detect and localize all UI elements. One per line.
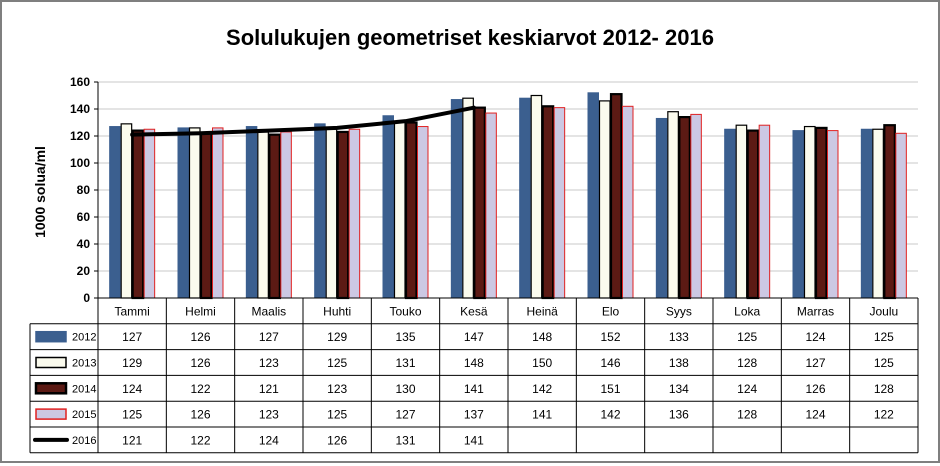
x-tick-label: Marras	[796, 304, 835, 319]
bar-2013	[121, 124, 131, 298]
data-label: 125	[873, 330, 894, 345]
data-label: 141	[532, 407, 553, 422]
x-tick-label: Maalis	[251, 304, 287, 319]
legend-label: 2013	[72, 357, 97, 370]
data-label: 148	[532, 330, 553, 345]
bar-2015	[828, 131, 839, 298]
x-tick-label: Kesä	[460, 304, 488, 319]
bar-2015	[759, 125, 770, 298]
x-tick-label: Helmi	[185, 304, 216, 319]
data-label: 126	[805, 381, 826, 396]
bar-2013	[463, 98, 474, 298]
data-label: 142	[600, 407, 621, 422]
x-tick-label: Elo	[601, 304, 620, 319]
bar-2014	[133, 131, 144, 298]
data-label: 148	[463, 356, 484, 370]
data-label: 126	[190, 330, 211, 345]
y-tick-label: 140	[69, 102, 90, 116]
bar-2014	[474, 108, 485, 298]
legend-label: 2015	[72, 409, 97, 422]
bar-2015	[144, 129, 155, 298]
legend-key-2014	[36, 383, 66, 393]
data-label: 126	[327, 433, 348, 448]
data-label: 142	[532, 381, 553, 396]
bar-2012	[315, 124, 326, 298]
bar-2015	[896, 133, 907, 298]
legend-key-2013	[36, 358, 66, 368]
legend-label: 2014	[72, 383, 97, 396]
bar-2013	[326, 129, 337, 298]
chart-title: Solulukujen geometriset keskiarvot 2012- 2016	[226, 25, 714, 50]
data-label: 152	[600, 330, 621, 345]
y-tick-label: 0	[83, 291, 90, 305]
data-label: 124	[258, 433, 279, 448]
data-label: 129	[122, 356, 143, 370]
bar-2014	[269, 135, 280, 298]
bar-2013	[531, 96, 542, 299]
data-label: 127	[122, 330, 143, 345]
data-label: 126	[190, 407, 211, 422]
data-label: 141	[463, 433, 484, 448]
data-label: 147	[463, 330, 484, 345]
x-tick-label: Touko	[389, 304, 422, 319]
bar-2012	[383, 116, 394, 298]
data-table	[30, 298, 918, 453]
bar-2014	[611, 94, 622, 298]
bar-2013	[395, 121, 406, 298]
data-label: 135	[395, 330, 416, 345]
data-label: 123	[327, 381, 348, 396]
bar-2014	[816, 128, 827, 298]
bar-2015	[554, 108, 565, 298]
bar-2015	[623, 106, 634, 298]
bar-2015	[213, 128, 224, 298]
x-tick-label: Joulu	[869, 304, 899, 319]
bar-2012	[793, 131, 804, 298]
data-label: 131	[395, 433, 416, 448]
data-label: 125	[737, 330, 758, 345]
bar-2013	[736, 125, 747, 298]
data-label: 124	[805, 407, 826, 422]
data-label: 131	[395, 356, 416, 370]
bar-2015	[418, 127, 429, 298]
data-label: 127	[258, 330, 279, 345]
y-axis-ticks	[70, 75, 98, 305]
data-label: 128	[737, 407, 758, 422]
bar-2012	[246, 127, 256, 298]
bar-2014	[406, 123, 417, 299]
bar-2015	[281, 132, 292, 298]
bar-2012	[178, 128, 189, 298]
x-tick-label: Tammi	[114, 304, 150, 319]
legend-key-2012	[36, 332, 66, 342]
bar-2012	[520, 98, 531, 298]
data-label: 123	[258, 356, 279, 370]
data-label: 125	[327, 356, 348, 370]
x-tick-label: Loka	[734, 304, 761, 319]
legend-label: 2012	[72, 331, 97, 344]
bar-2014	[884, 125, 895, 298]
bar-2012	[861, 129, 872, 298]
data-label: 125	[122, 407, 143, 422]
data-label: 124	[737, 381, 758, 396]
bar-2015	[691, 114, 702, 298]
bar-2014	[679, 117, 690, 298]
legend-label: 2016	[72, 434, 97, 447]
bar-2014	[543, 106, 554, 298]
bar-2013	[600, 101, 611, 298]
data-label: 127	[805, 356, 826, 370]
bar-2014	[201, 133, 212, 298]
x-tick-label: Huhti	[323, 304, 352, 319]
data-label: 141	[463, 381, 484, 396]
data-label: 151	[600, 381, 621, 396]
y-tick-label: 160	[69, 75, 90, 89]
x-tick-label: Syys	[665, 304, 692, 319]
data-label: 125	[873, 356, 894, 370]
chart-svg	[2, 2, 938, 461]
y-tick-label: 20	[76, 264, 90, 278]
bar-2013	[190, 128, 201, 298]
bar-2015	[349, 129, 360, 298]
bar-2014	[748, 131, 759, 298]
bar-2015	[486, 113, 497, 298]
data-label: 121	[122, 433, 143, 448]
y-tick-label: 40	[76, 237, 90, 251]
data-label: 123	[258, 407, 279, 422]
y-tick-label: 80	[76, 183, 90, 197]
data-label: 130	[395, 381, 416, 396]
bar-2012	[656, 118, 667, 298]
data-label: 134	[668, 381, 689, 396]
data-label: 125	[327, 407, 348, 422]
bar-2013	[258, 132, 269, 298]
bar-2012	[588, 93, 599, 298]
y-axis-label: 1000 solua/ml	[32, 146, 48, 238]
bar-2012	[725, 129, 736, 298]
data-label: 133	[668, 330, 689, 345]
data-label: 128	[737, 356, 758, 370]
bar-2012	[451, 100, 462, 298]
x-tick-label: Heinä	[526, 304, 558, 319]
data-label: 126	[190, 356, 211, 370]
bar-2012	[110, 127, 121, 298]
bar-2014	[338, 132, 349, 298]
bar-2013	[805, 127, 816, 298]
data-label: 138	[668, 356, 689, 370]
data-label: 146	[600, 356, 621, 370]
bar-2013	[873, 129, 884, 298]
data-label: 127	[395, 407, 416, 422]
data-label: 128	[873, 381, 894, 396]
data-label: 136	[668, 407, 689, 422]
data-label: 124	[805, 330, 826, 345]
bars	[110, 93, 907, 298]
y-tick-label: 120	[69, 129, 90, 143]
data-label: 122	[873, 407, 894, 422]
y-tick-label: 60	[76, 210, 90, 224]
data-label: 124	[122, 381, 143, 396]
data-label: 121	[258, 381, 279, 396]
data-label: 122	[190, 381, 211, 396]
data-label: 137	[463, 407, 484, 422]
legend-key-2015	[36, 409, 66, 419]
data-label: 150	[532, 356, 553, 370]
bar-2013	[668, 112, 679, 298]
data-label: 122	[190, 433, 211, 448]
data-label: 129	[327, 330, 348, 345]
y-tick-label: 100	[69, 156, 90, 170]
